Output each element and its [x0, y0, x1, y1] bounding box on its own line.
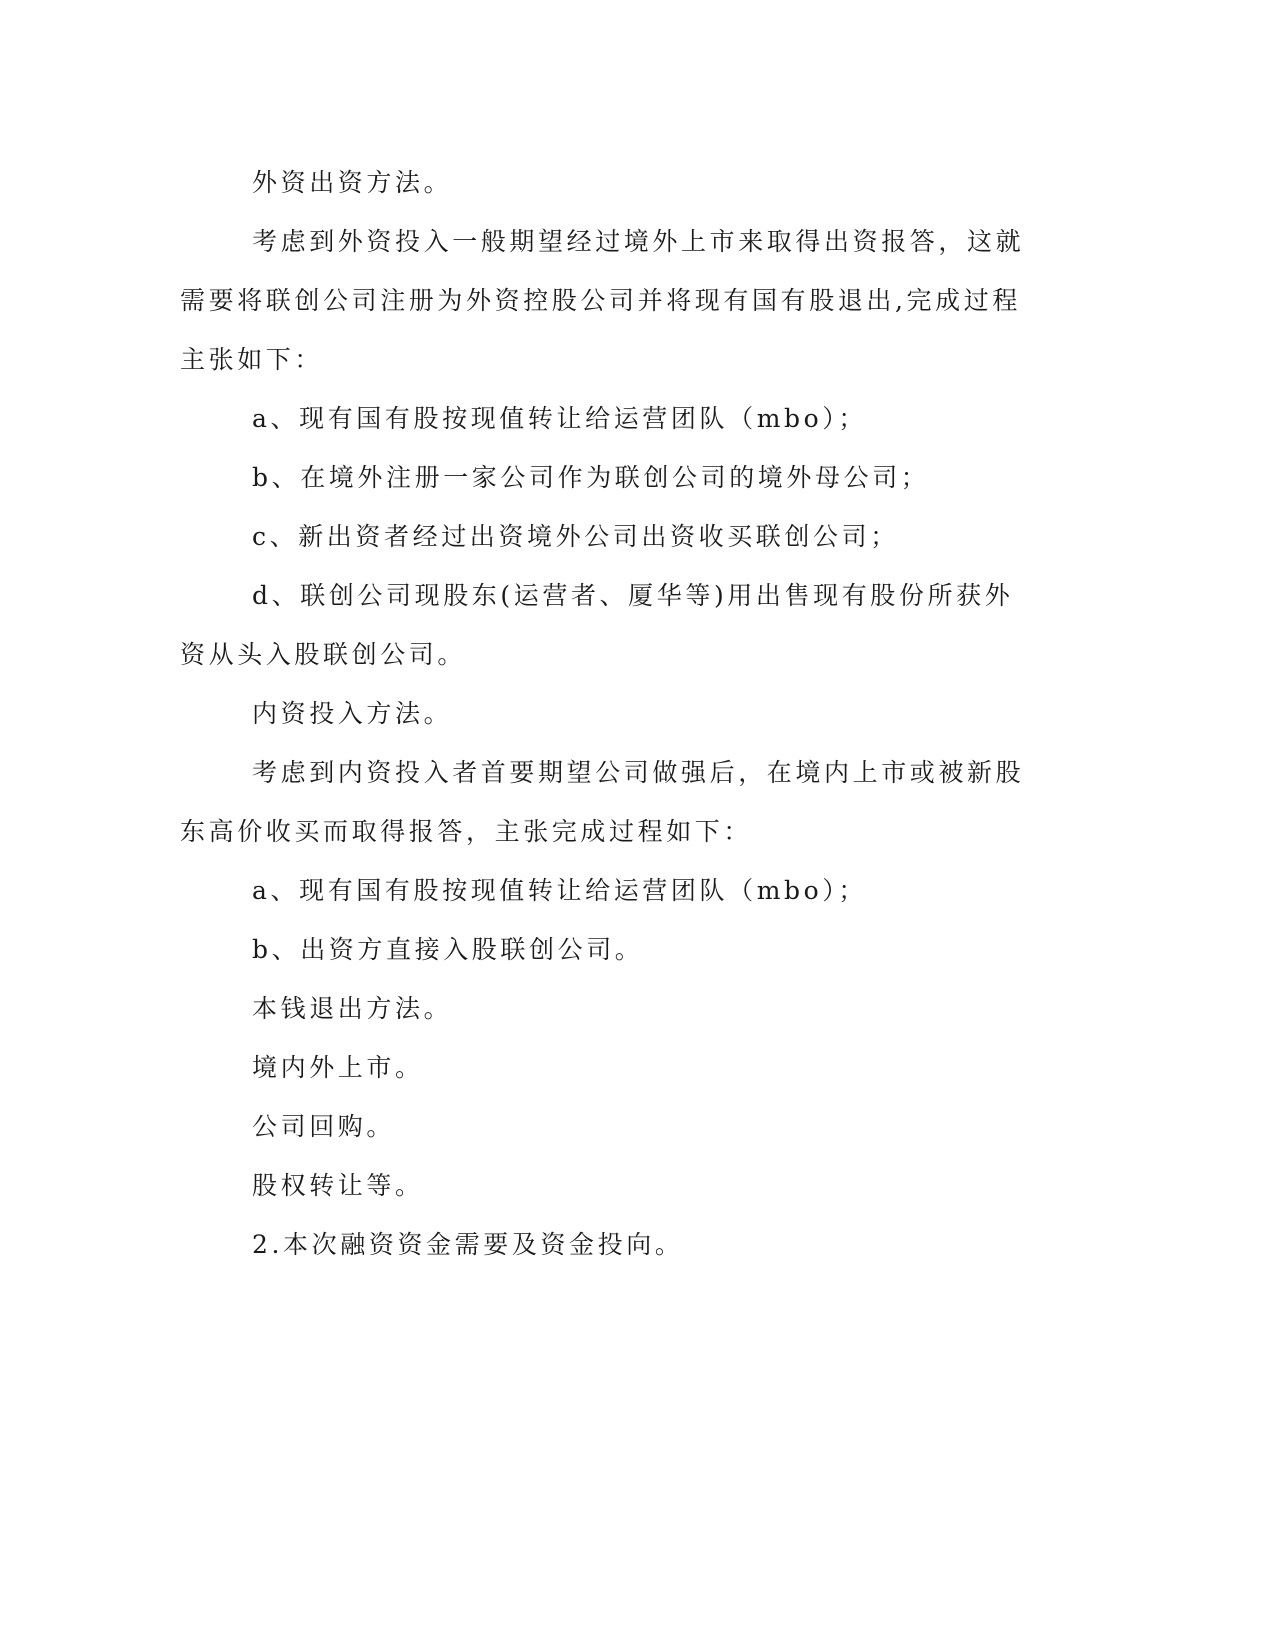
- list-item-a: a、现有国有股按现值转让给运营团队（mbo）；: [252, 404, 867, 433]
- paragraph-foreign-investment-rationale: 考虑到外资投入一般期望经过境外上市来取得出资报答，这就需要将联创公司注册为外资控股公司并将现有国有股退出,完成过程主张如下：: [180, 227, 1025, 374]
- list-item-d: d、联创公司现股东(运营者、厦华等)用出售现有股份所获外资从头入股联创公司。: [180, 581, 1014, 669]
- list-item-b-domestic: b、出资方直接入股联创公司。: [252, 935, 644, 964]
- paragraph-exit-equity-transfer: 股权转让等。: [252, 1171, 424, 1200]
- list-item-a-domestic: a、现有国有股按现值转让给运营团队（mbo）；: [252, 876, 867, 905]
- section-heading-financing-needs: 2.本次融资资金需要及资金投向。: [252, 1230, 684, 1259]
- paragraph-domestic-investment-method: 内资投入方法。: [252, 699, 453, 728]
- paragraph-domestic-investment-rationale: 考虑到内资投入者首要期望公司做强后，在境内上市或被新股东高价收买而取得报答，主张完成过程如下：: [180, 758, 1025, 846]
- paragraph-exit-buyback: 公司回购。: [252, 1112, 396, 1141]
- document-body: [180, 153, 1040, 1274]
- list-item-c: c、新出资者经过出资境外公司出资收买联创公司；: [252, 522, 899, 551]
- paragraph-exit-listing: 境内外上市。: [252, 1053, 424, 1082]
- list-item-b: b、在境外注册一家公司作为联创公司的境外母公司；: [252, 463, 930, 492]
- paragraph-foreign-investment-method: 外资出资方法。: [252, 168, 453, 197]
- paragraph-capital-exit-method: 本钱退出方法。: [252, 994, 453, 1023]
